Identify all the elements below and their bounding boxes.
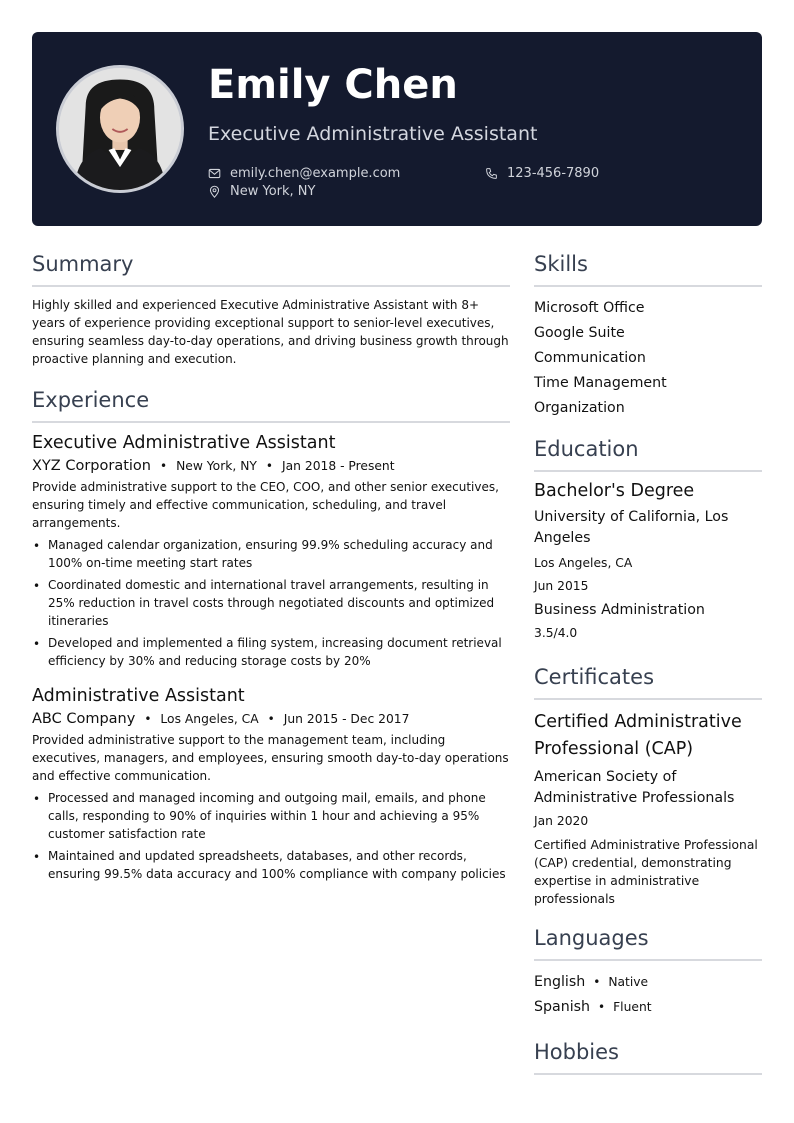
job-bullets (32, 789, 510, 883)
certificates-heading: Certificates (534, 665, 762, 700)
language-item (534, 970, 762, 995)
separator-dot: • (265, 459, 273, 473)
experience-section (32, 388, 510, 883)
job-bullet: • Managed calendar organization, ensuring 99.9% scheduling accuracy and 100% on-time meeting start rates (32, 536, 510, 572)
certificate-name: Certified Administrative Professional (CAP) (534, 712, 742, 759)
job-entry (32, 686, 510, 883)
education-school: University of California, Los Angeles (534, 509, 729, 546)
summary-text: Highly skilled and experienced Executive Administrative Assistant with 8+ years of experience providing exceptional support to senior-level executives, ensuring seamless day-to-day operations, and driving business growth through proactive planning and execution. (32, 298, 509, 366)
candidate-title: Executive Administrative Assistant (208, 123, 538, 145)
languages-heading: Languages (534, 926, 762, 961)
hobbies-heading: Hobbies (534, 1040, 762, 1075)
education-date: Jun 2015 (534, 579, 589, 593)
job-title: Administrative Assistant (32, 686, 245, 706)
resume-header (32, 32, 762, 226)
job-location: Los Angeles, CA (160, 712, 259, 726)
job-meta (32, 458, 510, 474)
job-bullet: • Coordinated domestic and international travel arrangements, resulting in 25% reduction in travel costs through negotiated discounts and optimized itineraries (32, 576, 510, 630)
map-pin-icon (208, 185, 221, 198)
job-bullet: • Processed and managed incoming and outgoing mail, emails, and phone calls, responding to 90% of inquiries within 1 hour and achieving a 95% customer satisfaction rate (32, 789, 510, 843)
job-entry (32, 433, 510, 670)
email-text: emily.chen@example.com (230, 166, 401, 181)
job-description: Provided administrative support to the management team, including executives, managers, and employees, ensuring smooth day-to-day operations and effective communication. (32, 733, 509, 783)
contact-phone[interactable] (485, 166, 599, 181)
skill-item: Time Management (534, 375, 667, 391)
education-gpa: 3.5/4.0 (534, 626, 578, 640)
job-meta (32, 711, 510, 727)
job-company: XYZ Corporation (32, 458, 151, 474)
job-location: New York, NY (176, 459, 257, 473)
phone-icon (485, 167, 498, 180)
language-level: Fluent (613, 1000, 652, 1014)
language-item (534, 995, 762, 1020)
language-level: Native (608, 975, 649, 989)
job-dates: Jan 2018 - Present (282, 459, 395, 473)
education-heading: Education (534, 437, 762, 472)
summary-heading: Summary (32, 252, 510, 287)
education-degree: Bachelor's Degree (534, 481, 695, 501)
certificate-org: American Society of Administrative Professionals (534, 769, 735, 806)
language-name: Spanish (534, 999, 591, 1015)
candidate-name: Emily Chen (208, 62, 458, 108)
job-bullet: • Maintained and updated spreadsheets, databases, and other records, ensuring 99.5% data accuracy and 100% compliance with company policies (32, 847, 510, 883)
experience-heading: Experience (32, 388, 510, 423)
certificates-section (534, 665, 762, 908)
separator-dot: • (144, 712, 152, 726)
job-title: Executive Administrative Assistant (32, 433, 336, 453)
skill-item: Google Suite (534, 325, 625, 341)
profile-photo (59, 68, 181, 190)
phone-text: 123-456-7890 (507, 166, 600, 181)
main-column (32, 252, 510, 887)
separator-dot: • (598, 1000, 606, 1014)
separator-dot: • (593, 975, 601, 989)
job-dates: Jun 2015 - Dec 2017 (283, 712, 410, 726)
education-location: Los Angeles, CA (534, 556, 633, 570)
hobbies-section (534, 1040, 762, 1075)
skill-item: Communication (534, 350, 646, 366)
summary-section (32, 252, 510, 368)
contact-email[interactable] (208, 166, 400, 181)
job-company: ABC Company (32, 711, 136, 727)
languages-section (534, 926, 762, 1020)
location-text: New York, NY (230, 184, 316, 199)
language-name: English (534, 974, 586, 990)
education-section (534, 437, 762, 641)
job-bullet: • Developed and implemented a filing system, increasing document retrieval efficiency by 30% and reducing storage costs by 20% (32, 634, 510, 670)
sidebar-column (534, 252, 762, 1084)
job-description: Provide administrative support to the CEO, COO, and other senior executives, ensuring timely and effective communication, scheduling, and travel arrangements. (32, 480, 499, 530)
education-field: Business Administration (534, 602, 705, 618)
certificate-date: Jan 2020 (534, 814, 589, 828)
mail-icon (208, 167, 221, 180)
skills-heading: Skills (534, 252, 762, 287)
skill-item: Microsoft Office (534, 300, 645, 316)
certificate-description: Certified Administrative Professional (CAP) credential, demonstrating expertise in administrative professionals (534, 838, 758, 906)
skills-section (534, 252, 762, 421)
separator-dot: • (267, 712, 275, 726)
skill-item: Organization (534, 400, 625, 416)
avatar (56, 65, 184, 193)
separator-dot: • (160, 459, 168, 473)
contact-location (208, 184, 315, 199)
job-bullets (32, 536, 510, 670)
